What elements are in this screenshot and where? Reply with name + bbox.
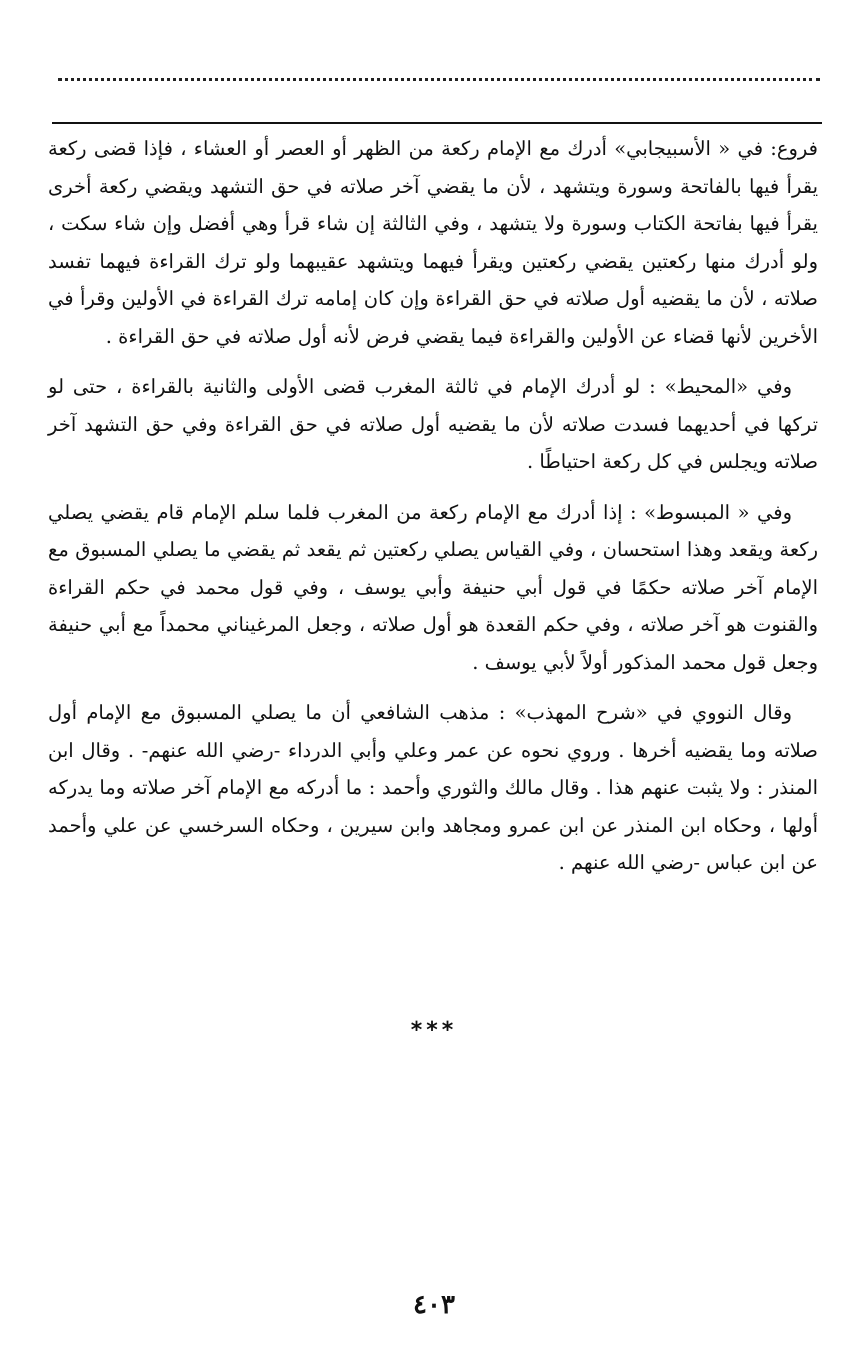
- footnotes-block: [48, 130, 818, 895]
- asterisk-separator: ***: [410, 1018, 458, 1043]
- footnote-paragraph: وقال النووي في «شرح المهذب» : مذهب الشافعي أن ما يصلي المسبوق مع الإمام أول صلاته وما يقضيه أخرها . وروي نحوه عن عمر وعلي وأبي الدرداء -رضي الله عنهم- . وقال ابن المنذر : ولا يثبت عنهم هذا . وقال مالك والثوري وأحمد : ما أدركه مع الإمام آخر صلاته وما يدركه أولها ، وحكاه ابن المنذر عن ابن عمرو ومجاهد وابن سيرين ، وحكاه السرخسي عن علي وأحمد عن ابن عباس -رضي الله عنهم .: [48, 701, 818, 874]
- footnote-paragraph: وفي « المبسوط» : إذا أدرك مع الإمام ركعة من المغرب فلما سلم الإمام قام يقضي يصلي ركعة ويقعد وهذا استحسان ، وفي القياس يصلي ركعتين ثم يقعد ثم يقضي ما يصلي المسبوق مع الإمام آخر صلاته حكمًا في قول أبي حنيفة وأبي يوسف ، وفي قول محمد في حكم القراءة والقنوت هو آخر صلاته ، وفي حكم القعدة هو أول صلاته ، وجعل المرغيناني محمداً مع أبي حنيفة وجعل قول محمد المذكور أولاً لأبي يوسف .: [48, 500, 818, 674]
- page-number: ٤٠٣: [413, 1290, 455, 1320]
- footnote-paragraph: وفي «المحيط» : لو أدرك الإمام في ثالثة المغرب قضى الأولى والثانية بالقراءة ، حتى لو تركها في أحديهما فسدت صلاته لأن ما يقضيه أول صلاته في حق القراءة وفي حق التشهد آخر صلاته ويجلس في كل ركعة احتياطًا .: [48, 375, 818, 473]
- footnote-rule: [52, 122, 822, 124]
- dotted-line: [58, 78, 820, 81]
- footnote-paragraph: فروع: في « الأسبيجابي» أدرك مع الإمام ركعة من الظهر أو العصر أو العشاء ، فإذا قضى ركعة يقرأ فيها بالفاتحة وسورة ويتشهد ، لأن ما يقضي آخر صلاته في حق التشهد ويقضي ركعة أخرى يقرأ فيها بفاتحة الكتاب وسورة ولا يتشهد ، وفي الثالثة إن شاء قرأ وهي أفضل وإن شاء سكت ، ولو أدرك منها ركعتين يقضي ركعتين ويقرأ فيهما ويتشهد عقيبهما ولو ترك القراءة فيهما تفسد صلاته ، لأن ما يقضيه أول صلاته في حق القراءة وإن كان إمامه ترك القراءة في الأولين وقرأ في الأخرين لأنها قضاء عن الأولين والقراءة فيما يقضي فرض لأنه أول صلاته في حق القراءة .: [48, 137, 818, 348]
